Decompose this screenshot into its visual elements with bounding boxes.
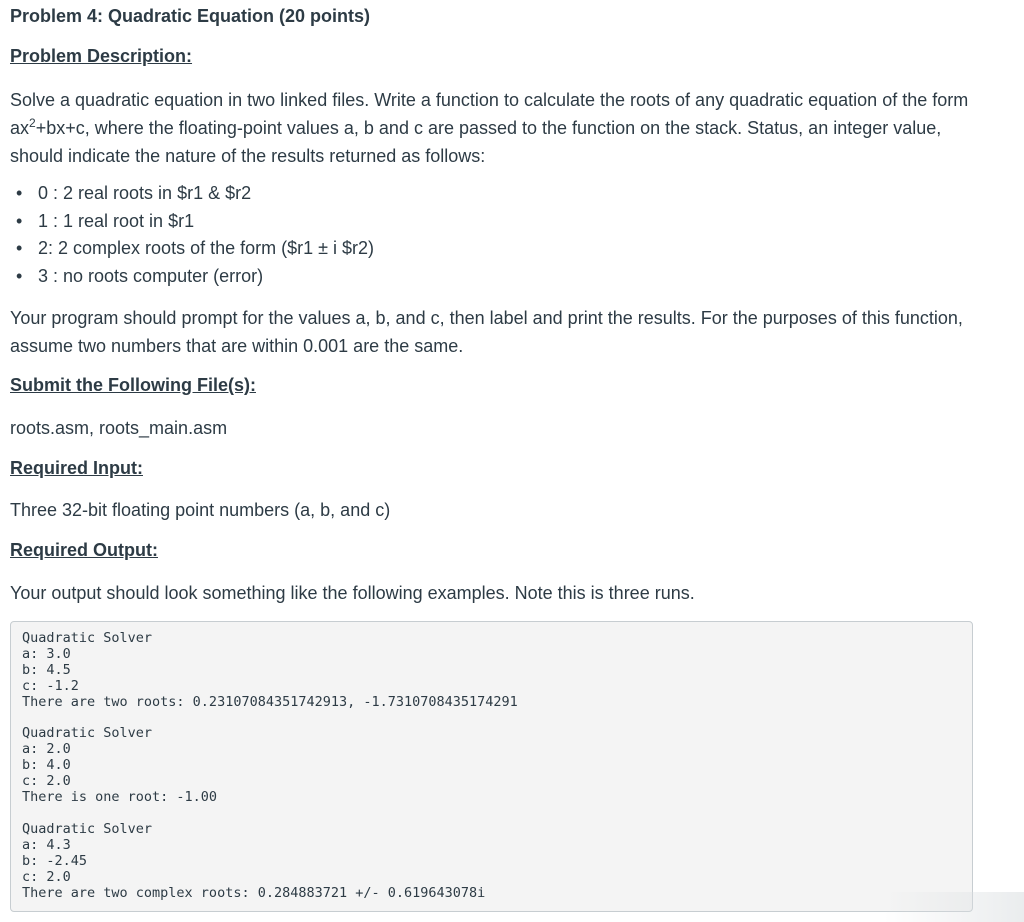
submit-files-heading: Submit the Following File(s): — [10, 375, 256, 395]
list-item: • 1 : 1 real root in $r1 — [16, 210, 195, 231]
run-2: Quadratic Solver a: 2.0 b: 4.0 c: 2.0 There is one root: -1.00 — [22, 725, 218, 806]
problem-description-heading: Problem Description: — [10, 46, 193, 66]
required-output-heading: Required Output: — [10, 540, 158, 560]
required-input-heading: Required Input: — [10, 458, 143, 478]
required-input-text: Three 32-bit floating point numbers (a, b, and c) — [10, 500, 391, 520]
run-3: Quadratic Solver a: 4.3 b: -2.45 c: 2.0 There are two complex roots: 0.284883721 +/- 0.619643078i — [22, 820, 486, 901]
page-title: Problem 4: Quadratic Equation (20 points) — [10, 6, 371, 26]
list-item: • 0 : 2 real roots in $r1 & $r2 — [16, 183, 252, 203]
corner-shadow — [884, 892, 1024, 922]
list-item: • 3 : no roots computer (error) — [16, 265, 264, 286]
sample-output-text — [22, 631, 518, 901]
run-1: Quadratic Solver a: 3.0 b: 4.5 c: -1.2 There are two roots: 0.23107084351742913, -1.7310708435174291 — [22, 630, 518, 710]
problem-description-text: Solve a quadratic equation in two linked files. Write a function to calculate the roots of any quadratic equation of the form $ax^2+bx+c$, where the floating-point values a, b and c are passed to the function on the stack. Status, an integer value, should indicate the nature of the results returned as follows: — [10, 90, 969, 166]
list-item: • 2: 2 complex roots of the form ($r1 ± i $r2) — [16, 238, 375, 258]
status-list — [10, 180, 374, 290]
prompt-instructions-text: Your program should prompt for the values a, b, and c, then label and print the results. For the purposes of this function, assume two numbers that are within 0.001 are the same. — [10, 308, 963, 356]
required-output-text: Your output should look something like the following examples. Note this is three runs. — [10, 583, 695, 603]
sample-output-codeblock — [10, 621, 973, 912]
submit-files-text: roots.asm, roots_main.asm — [10, 418, 228, 438]
